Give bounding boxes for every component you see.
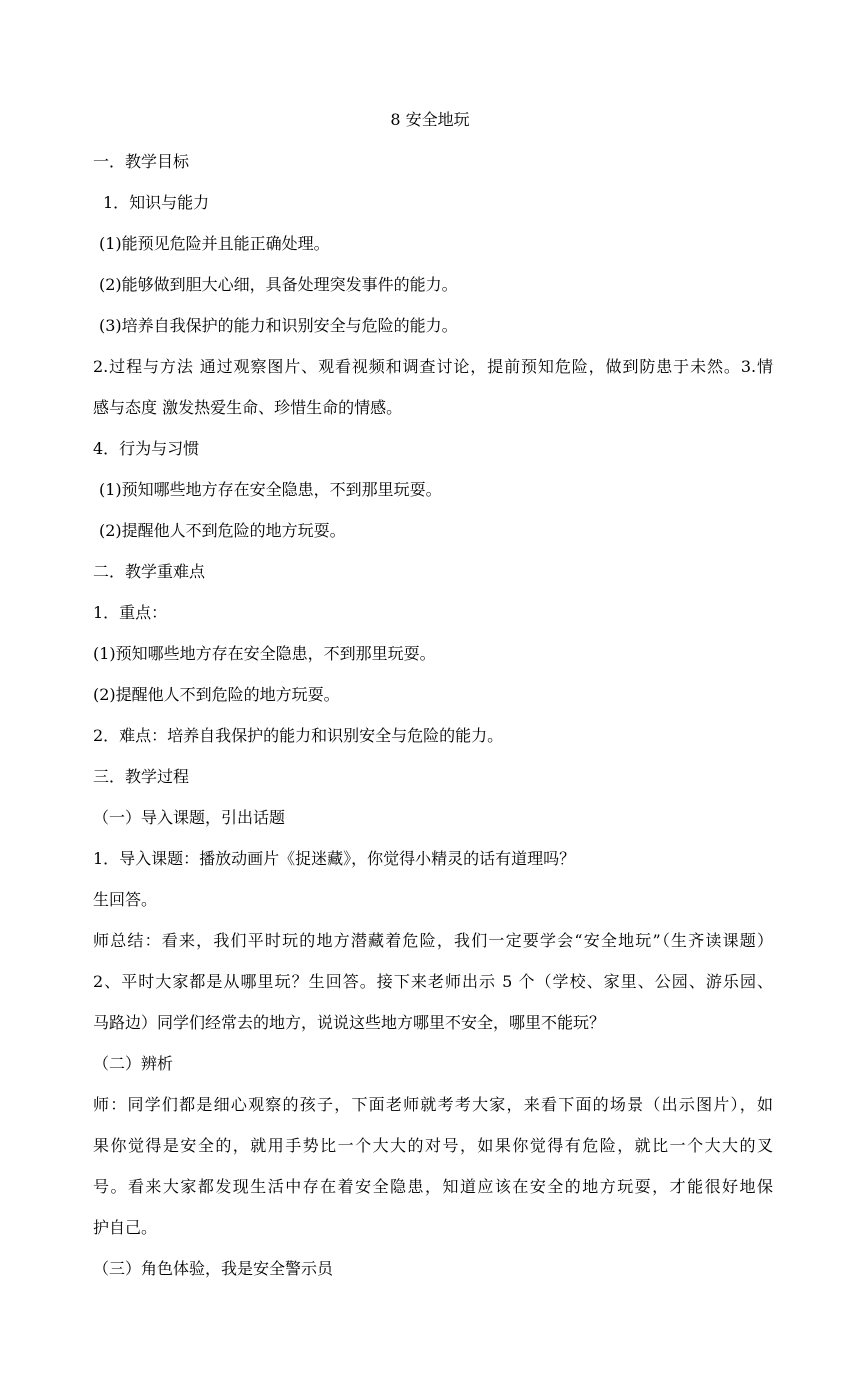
paragraph-line: 2.过程与方法 通过观察图片、观看视频和调查讨论，提前预知危险，做到防患于未然。3.情: [93, 357, 773, 376]
subsection-heading: （三）角色体验，我是安全警示员: [93, 1259, 334, 1278]
section-heading: 一．教学目标: [93, 152, 190, 171]
paragraph-line: (1)能预见危险并且能正确处理。: [99, 234, 330, 253]
paragraph-line: 号。看来大家都发现生活中存在着安全隐患，知道应该在安全的地方玩耍，才能很好地保: [93, 1177, 773, 1196]
paragraph-line: (2)提醒他人不到危险的地方玩耍。: [93, 685, 340, 704]
section-heading: 三．教学过程: [93, 767, 190, 786]
paragraph-line: 感与态度 激发热爱生命、珍惜生命的情感。: [93, 398, 403, 417]
subsection-heading: 1．知识与能力: [103, 193, 210, 212]
subsection-heading: 1．重点：: [93, 603, 168, 622]
paragraph-line: (2)能够做到胆大心细，具备处理突发事件的能力。: [99, 275, 458, 294]
paragraph-line: 师：同学们都是细心观察的孩子，下面老师就考考大家，来看下面的场景（出示图片），如: [93, 1095, 773, 1114]
paragraph-line: (1)预知哪些地方存在安全隐患，不到那里玩耍。: [99, 480, 442, 499]
paragraph-line: 师总结：看来，我们平时玩的地方潜藏着危险，我们一定要学会“安全地玩”（生齐读课题）: [93, 931, 773, 950]
paragraph-line: (2)提醒他人不到危险的地方玩耍。: [99, 521, 346, 540]
subsection-heading: （一）导入课题，引出话题: [93, 808, 286, 827]
paragraph-line: 1．导入课题：播放动画片《捉迷藏》，你觉得小精灵的话有道理吗？: [93, 849, 576, 868]
subsection-heading: 4．行为与习惯: [93, 439, 200, 458]
paragraph-line: (1)预知哪些地方存在安全隐患，不到那里玩耍。: [93, 644, 436, 663]
subsection-heading: （二）辨析: [93, 1054, 174, 1073]
paragraph-line: 护自己。: [93, 1218, 158, 1237]
document-title: 8 安全地玩: [390, 110, 470, 129]
paragraph-line: 2、平时大家都是从哪里玩？生回答。接下来老师出示 5 个（学校、家里、公园、游乐园、: [93, 972, 773, 991]
paragraph-line: (3)培养自我保护的能力和识别安全与危险的能力。: [99, 316, 458, 335]
section-heading: 二．教学重难点: [93, 562, 206, 581]
paragraph-line: 生回答。: [93, 890, 158, 909]
paragraph-line: 果你觉得是安全的，就用手势比一个大大的对号，如果你觉得有危险，就比一个大大的叉: [93, 1136, 773, 1155]
paragraph-line: 马路边）同学们经常去的地方，说说这些地方哪里不安全，哪里不能玩？: [93, 1013, 606, 1032]
paragraph-line: 2．难点：培养自我保护的能力和识别安全与危险的能力。: [93, 726, 504, 745]
